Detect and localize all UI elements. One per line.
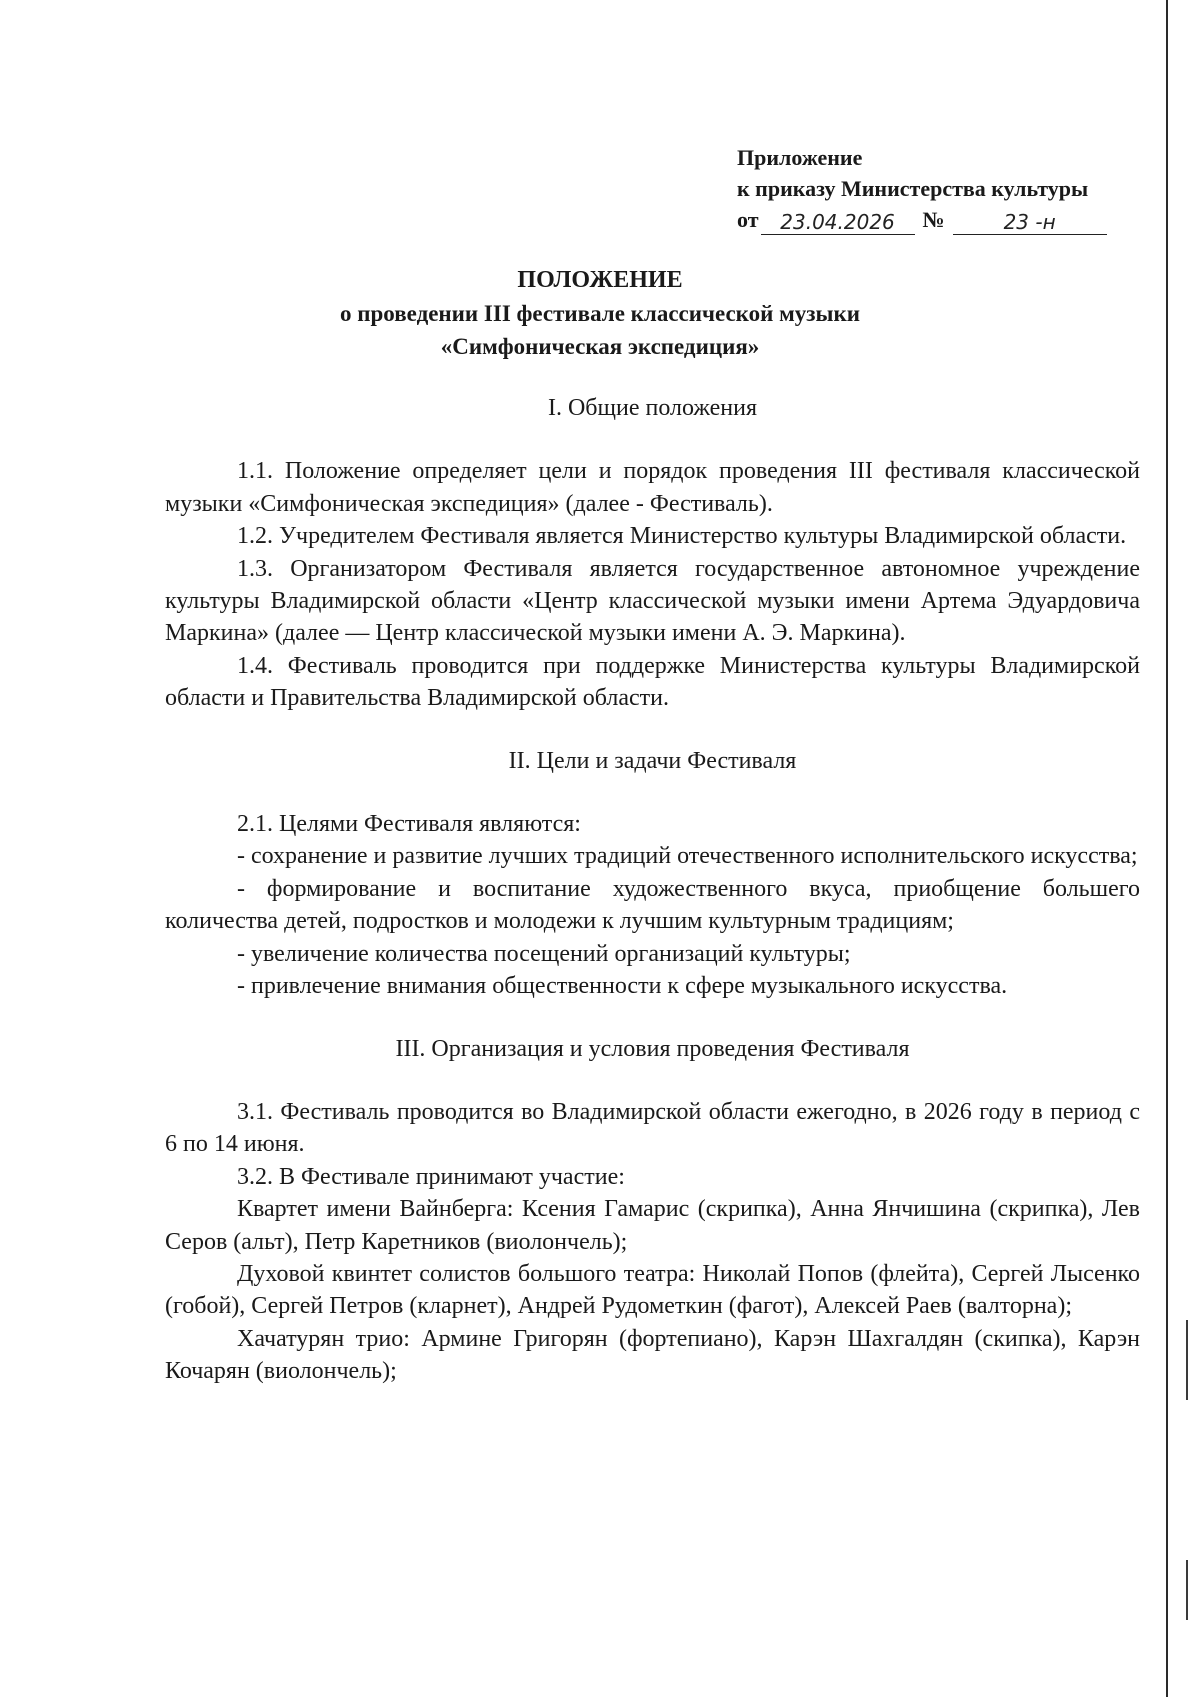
paragraph: 1.2. Учредителем Фестиваля является Министерство культуры Владимирской области. xyxy=(237,523,1127,550)
participant-entry: Духовой квинтет солистов большого театра: Николай Попов (флейта), Сергей Лысенко (гобой), Сергей Петров (кларнет), Андрей Рудометкин (фагот), Алексей Раев (валторна); xyxy=(165,1260,1140,1320)
document-title xyxy=(0,264,1200,363)
paragraph: 1.3. Организатором Фестиваля является государственное автономное учреждение культуры Владимирской области «Центр классической музыки имени Артема Эдуардовича Маркина» (далее — Центр классической музыки имени А. Э. Маркина). xyxy=(165,555,1140,647)
paragraph: 3.1. Фестиваль проводится во Владимирской области ежегодно, в 2026 году в период с 6 по 14 июня. xyxy=(165,1098,1140,1158)
scan-edge-mark xyxy=(1186,1320,1188,1400)
participant-entry: Квартет имени Вайнберга: Ксения Гамарис (скрипка), Анна Янчишина (скрипка), Лев Серов (альт), Петр Каретников (виолончель); xyxy=(165,1196,1140,1255)
paragraph: 1.4. Фестиваль проводится при поддержке Министерства культуры Владимирской области и Правительства Владимирской области. xyxy=(165,652,1140,712)
approval-line-1: Приложение xyxy=(737,145,863,170)
handwritten-number: 23 -н xyxy=(953,210,1107,235)
section-heading: III. Организация и условия проведения Фестиваля xyxy=(395,1035,910,1062)
scan-edge-mark xyxy=(1186,1560,1188,1620)
date-prefix: от xyxy=(737,207,759,232)
approval-date-number-row xyxy=(737,204,1107,235)
list-item: - привлечение внимания общественности к сфере музыкального искусства. xyxy=(237,973,1008,1000)
paragraph: 1.1. Положение определяет цели и порядок проведения III фестиваля классической музыки «Симфоническая экспедиция» (далее - Фестиваль). xyxy=(165,458,1140,517)
section-heading: II. Цели и задачи Фестиваля xyxy=(508,747,797,774)
document-body xyxy=(165,392,1140,1388)
scan-edge-line xyxy=(1166,0,1168,1697)
list-item: - сохранение и развитие лучших традиций отечественного исполнительского искусства; xyxy=(237,843,1138,870)
participant-entry: Хачатурян трио: Армине Григорян (фортепиано), Карэн Шахгалдян (скипка), Карэн Кочарян (виолончель); xyxy=(165,1325,1140,1385)
approval-stamp-block xyxy=(737,142,1107,235)
list-item: - увеличение количества посещений организаций культуры; xyxy=(237,940,851,967)
paragraph: 3.2. В Фестивале принимают участие: xyxy=(237,1163,625,1190)
title-heading: ПОЛОЖЕНИЕ xyxy=(517,267,683,293)
title-line-2: о проведении III фестивале классической музыки xyxy=(340,301,860,326)
section-heading: I. Общие положения xyxy=(547,395,758,421)
title-line-3: «Симфоническая экспедиция» xyxy=(440,334,760,359)
list-item: - формирование и воспитание художественного вкуса, приобщение большего количества детей, подростков и молодежи к лучшим культурным традициям; xyxy=(165,875,1140,935)
paragraph: 2.1. Целями Фестиваля являются: xyxy=(237,811,581,838)
number-sign: № xyxy=(922,207,945,232)
handwritten-date: 23.04.2026 xyxy=(761,210,915,235)
approval-line-2: к приказу Министерства культуры xyxy=(737,176,1089,201)
